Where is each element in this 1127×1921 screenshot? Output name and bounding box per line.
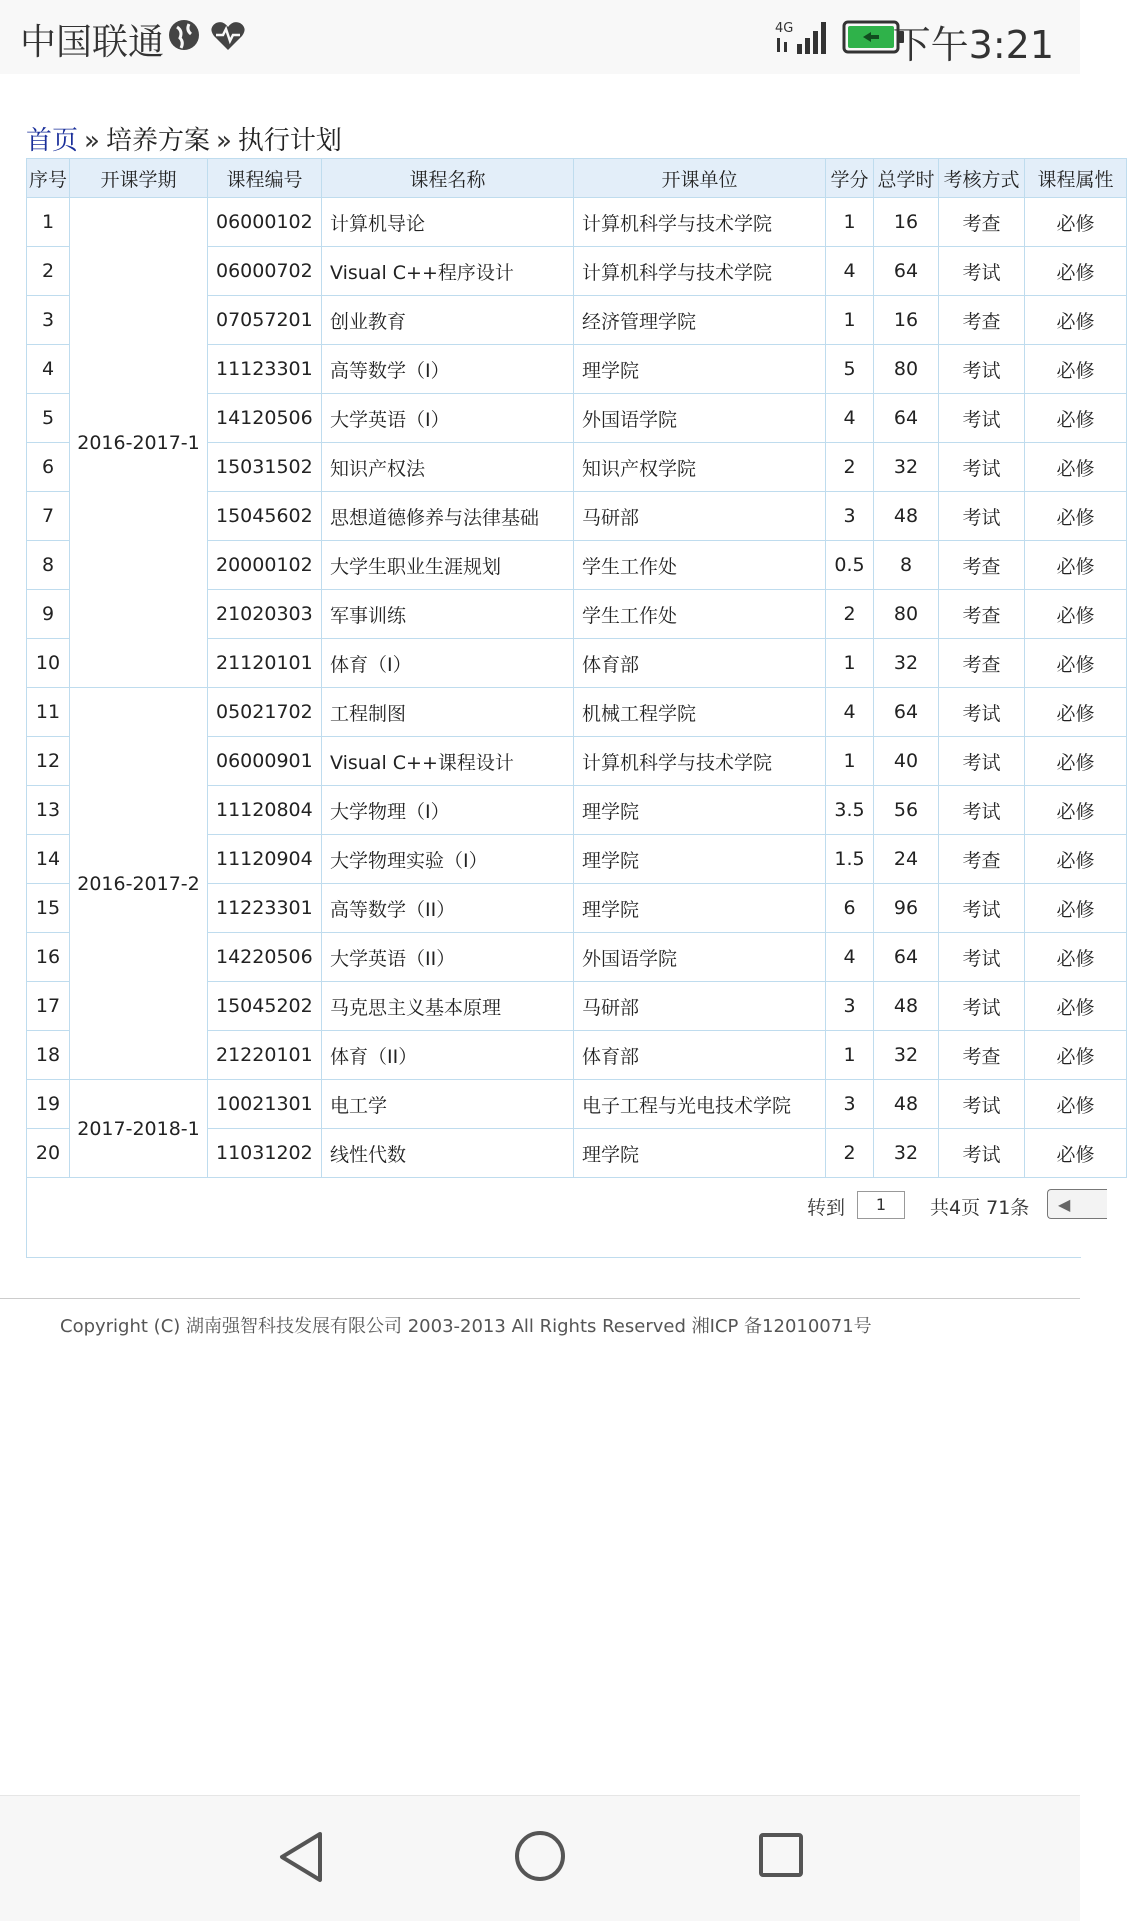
cell-index: 5 — [27, 394, 70, 443]
cell-department: 外国语学院 — [574, 933, 826, 982]
back-triangle-icon[interactable] — [276, 1830, 326, 1888]
cell-course-name: Visual C++课程设计 — [322, 737, 574, 786]
cell-index: 13 — [27, 786, 70, 835]
cell-course-type: 必修 — [1025, 1031, 1127, 1080]
cell-assessment: 考查 — [939, 296, 1025, 345]
network-type: 4G — [775, 21, 794, 36]
cell-course-name: Visual C++程序设计 — [322, 247, 574, 296]
cell-course-type: 必修 — [1025, 492, 1127, 541]
cell-course-code: 21120101 — [208, 639, 322, 688]
cell-course-type: 必修 — [1025, 835, 1127, 884]
cell-index: 9 — [27, 590, 70, 639]
cell-assessment: 考试 — [939, 737, 1025, 786]
cell-course-code: 21220101 — [208, 1031, 322, 1080]
cell-hours: 96 — [874, 884, 939, 933]
cell-credits: 6 — [826, 884, 874, 933]
cell-course-code: 15031502 — [208, 443, 322, 492]
status-bar — [0, 0, 1080, 74]
cell-credits: 1.5 — [826, 835, 874, 884]
cell-assessment: 考试 — [939, 345, 1025, 394]
breadcrumb-separator: » — [215, 126, 232, 156]
cell-hours: 16 — [874, 296, 939, 345]
cell-hours: 48 — [874, 492, 939, 541]
cell-assessment: 考查 — [939, 541, 1025, 590]
cell-index: 1 — [27, 198, 70, 247]
breadcrumb — [26, 120, 342, 157]
cell-index: 12 — [27, 737, 70, 786]
cell-course-type: 必修 — [1025, 884, 1127, 933]
chevron-left-icon: ◀ — [1058, 1195, 1071, 1214]
status-clock: 下午3:21 — [892, 23, 1054, 67]
cell-course-name: 大学英语（II） — [322, 933, 574, 982]
cell-department: 外国语学院 — [574, 394, 826, 443]
cell-hours: 80 — [874, 590, 939, 639]
cell-course-code: 11123301 — [208, 345, 322, 394]
cell-hours: 24 — [874, 835, 939, 884]
cell-index: 18 — [27, 1031, 70, 1080]
cell-course-type: 必修 — [1025, 541, 1127, 590]
cell-course-code: 15045202 — [208, 982, 322, 1031]
cell-course-name: 大学生职业生涯规划 — [322, 541, 574, 590]
cell-course-code: 11120904 — [208, 835, 322, 884]
cell-course-name: 工程制图 — [322, 688, 574, 737]
cell-department: 电子工程与光电技术学院 — [574, 1080, 826, 1129]
pager-total-count: 共4页 71条 — [930, 1197, 1030, 1219]
cell-course-code: 15045602 — [208, 492, 322, 541]
breadcrumb-current-page: 执行计划 — [237, 126, 342, 156]
signal-icon — [775, 18, 831, 60]
cell-credits: 1 — [826, 296, 874, 345]
cell-department: 经济管理学院 — [574, 296, 826, 345]
cell-course-type: 必修 — [1025, 296, 1127, 345]
cell-course-type: 必修 — [1025, 394, 1127, 443]
cell-assessment: 考试 — [939, 492, 1025, 541]
cell-credits: 2 — [826, 443, 874, 492]
cell-department: 理学院 — [574, 345, 826, 394]
cell-course-name: 大学物理实验（I） — [322, 835, 574, 884]
col-header-assessment: 考核方式 — [939, 159, 1025, 198]
cell-index: 10 — [27, 639, 70, 688]
cell-index: 11 — [27, 688, 70, 737]
cell-department: 理学院 — [574, 884, 826, 933]
page-number-input[interactable]: 1 — [857, 1191, 905, 1219]
cell-assessment: 考查 — [939, 639, 1025, 688]
cell-department: 理学院 — [574, 835, 826, 884]
cell-assessment: 考试 — [939, 884, 1025, 933]
col-header-course-code: 课程编号 — [208, 159, 322, 198]
home-circle-icon[interactable] — [514, 1830, 566, 1886]
footer-divider — [0, 1298, 1080, 1299]
cell-course-name: 大学物理（I） — [322, 786, 574, 835]
cell-assessment: 考试 — [939, 786, 1025, 835]
cell-course-type: 必修 — [1025, 639, 1127, 688]
cell-index: 4 — [27, 345, 70, 394]
cell-course-type: 必修 — [1025, 737, 1127, 786]
cell-department: 知识产权学院 — [574, 443, 826, 492]
cell-course-code: 21020303 — [208, 590, 322, 639]
cell-hours: 64 — [874, 933, 939, 982]
cell-course-type: 必修 — [1025, 443, 1127, 492]
pager — [26, 1175, 1081, 1258]
cell-department: 计算机科学与技术学院 — [574, 198, 826, 247]
cell-credits: 3.5 — [826, 786, 874, 835]
cell-course-code: 06000102 — [208, 198, 322, 247]
cell-course-code: 07057201 — [208, 296, 322, 345]
cell-assessment: 考试 — [939, 247, 1025, 296]
cell-course-name: 创业教育 — [322, 296, 574, 345]
cell-course-code: 11223301 — [208, 884, 322, 933]
cell-assessment: 考查 — [939, 198, 1025, 247]
cell-course-code: 05021702 — [208, 688, 322, 737]
cell-hours: 56 — [874, 786, 939, 835]
col-header-course-type: 课程属性 — [1025, 159, 1127, 198]
cell-assessment: 考试 — [939, 933, 1025, 982]
cell-course-type: 必修 — [1025, 786, 1127, 835]
cell-hours: 64 — [874, 394, 939, 443]
cell-course-type: 必修 — [1025, 345, 1127, 394]
globe-icon — [167, 18, 201, 56]
cell-hours: 48 — [874, 982, 939, 1031]
cell-index: 15 — [27, 884, 70, 933]
cell-course-name: 大学英语（I） — [322, 394, 574, 443]
cell-semester: 2016-2017-1 — [70, 198, 208, 688]
cell-department: 机械工程学院 — [574, 688, 826, 737]
cell-course-type: 必修 — [1025, 198, 1127, 247]
cell-assessment: 考查 — [939, 835, 1025, 884]
cell-course-type: 必修 — [1025, 982, 1127, 1031]
cell-course-name: 思想道德修养与法律基础 — [322, 492, 574, 541]
table-row[interactable] — [27, 688, 1127, 737]
col-header-semester: 开课学期 — [70, 159, 208, 198]
cell-semester: 2017-2018-1 — [70, 1080, 208, 1178]
cell-course-type: 必修 — [1025, 247, 1127, 296]
cell-course-code: 06000901 — [208, 737, 322, 786]
cell-credits: 4 — [826, 247, 874, 296]
cell-hours: 80 — [874, 345, 939, 394]
cell-index: 19 — [27, 1080, 70, 1129]
breadcrumb-home-link[interactable]: 首页 — [26, 126, 79, 156]
table-header-row — [27, 159, 1127, 198]
cell-course-type: 必修 — [1025, 590, 1127, 639]
table-body — [27, 198, 1127, 1178]
cell-assessment: 考试 — [939, 394, 1025, 443]
cell-hours: 32 — [874, 1129, 939, 1178]
prev-page-button[interactable] — [1047, 1189, 1107, 1219]
cell-course-type: 必修 — [1025, 933, 1127, 982]
cell-course-name: 线性代数 — [322, 1129, 574, 1178]
cell-hours: 48 — [874, 1080, 939, 1129]
cell-course-name: 知识产权法 — [322, 443, 574, 492]
heart-pulse-icon — [210, 20, 246, 56]
cell-credits: 5 — [826, 345, 874, 394]
cell-credits: 3 — [826, 492, 874, 541]
cell-course-code: 14120506 — [208, 394, 322, 443]
cell-hours: 64 — [874, 247, 939, 296]
cell-course-type: 必修 — [1025, 688, 1127, 737]
cell-assessment: 考试 — [939, 1129, 1025, 1178]
cell-assessment: 考试 — [939, 443, 1025, 492]
cell-course-code: 10021301 — [208, 1080, 322, 1129]
cell-hours: 40 — [874, 737, 939, 786]
cell-assessment: 考试 — [939, 688, 1025, 737]
cell-assessment: 考试 — [939, 982, 1025, 1031]
cell-department: 马研部 — [574, 492, 826, 541]
plan-table — [26, 158, 1127, 1178]
cell-department: 理学院 — [574, 1129, 826, 1178]
cell-assessment: 考试 — [939, 1080, 1025, 1129]
breadcrumb-training-plan[interactable]: 培养方案 — [105, 126, 210, 156]
cell-index: 16 — [27, 933, 70, 982]
cell-credits: 2 — [826, 590, 874, 639]
cell-index: 7 — [27, 492, 70, 541]
cell-course-name: 高等数学（I） — [322, 345, 574, 394]
col-header-hours: 总学时 — [874, 159, 939, 198]
cell-department: 理学院 — [574, 786, 826, 835]
cell-course-name: 计算机导论 — [322, 198, 574, 247]
plan-table-container[interactable] — [26, 158, 1114, 1178]
cell-credits: 1 — [826, 1031, 874, 1080]
cell-index: 3 — [27, 296, 70, 345]
cell-course-code: 11120804 — [208, 786, 322, 835]
pager-jump-label: 转到 — [807, 1197, 846, 1219]
cell-index: 8 — [27, 541, 70, 590]
cell-course-name: 高等数学（II） — [322, 884, 574, 933]
cell-credits: 3 — [826, 1080, 874, 1129]
cell-department: 体育部 — [574, 639, 826, 688]
cell-credits: 1 — [826, 737, 874, 786]
col-header-index: 序号 — [27, 159, 70, 198]
table-row[interactable] — [27, 198, 1127, 247]
cell-credits: 2 — [826, 1129, 874, 1178]
cell-credits: 0.5 — [826, 541, 874, 590]
cell-department: 计算机科学与技术学院 — [574, 737, 826, 786]
table-row[interactable] — [27, 1080, 1127, 1129]
cell-course-code: 11031202 — [208, 1129, 322, 1178]
cell-course-name: 体育（II） — [322, 1031, 574, 1080]
cell-index: 17 — [27, 982, 70, 1031]
system-nav-bar — [0, 1795, 1080, 1921]
cell-course-name: 电工学 — [322, 1080, 574, 1129]
col-header-department: 开课单位 — [574, 159, 826, 198]
cell-course-name: 体育（I） — [322, 639, 574, 688]
cell-department: 体育部 — [574, 1031, 826, 1080]
cell-semester: 2016-2017-2 — [70, 688, 208, 1080]
cell-credits: 4 — [826, 688, 874, 737]
cell-credits: 1 — [826, 639, 874, 688]
cell-assessment: 考查 — [939, 1031, 1025, 1080]
cell-department: 学生工作处 — [574, 590, 826, 639]
cell-department: 学生工作处 — [574, 541, 826, 590]
copyright-text: Copyright (C) 湖南强智科技发展有限公司 2003-2013 All Rights Reserved 湘ICP 备12010071号 — [60, 1316, 872, 1337]
cell-index: 6 — [27, 443, 70, 492]
col-header-credits: 学分 — [826, 159, 874, 198]
cell-assessment: 考查 — [939, 590, 1025, 639]
cell-credits: 1 — [826, 198, 874, 247]
cell-index: 14 — [27, 835, 70, 884]
col-header-course-name: 课程名称 — [322, 159, 574, 198]
cell-department: 马研部 — [574, 982, 826, 1031]
cell-course-code: 06000702 — [208, 247, 322, 296]
cell-hours: 64 — [874, 688, 939, 737]
cell-department: 计算机科学与技术学院 — [574, 247, 826, 296]
cell-course-code: 14220506 — [208, 933, 322, 982]
cell-hours: 8 — [874, 541, 939, 590]
cell-index: 20 — [27, 1129, 70, 1178]
carrier-name: 中国联通 — [20, 22, 165, 63]
cell-hours: 16 — [874, 198, 939, 247]
cell-credits: 4 — [826, 933, 874, 982]
cell-index: 2 — [27, 247, 70, 296]
cell-course-type: 必修 — [1025, 1129, 1127, 1178]
cell-course-name: 马克思主义基本原理 — [322, 982, 574, 1031]
breadcrumb-separator: » — [84, 126, 100, 156]
cell-course-type: 必修 — [1025, 1080, 1127, 1129]
recents-square-icon[interactable] — [758, 1832, 804, 1882]
cell-course-code: 20000102 — [208, 541, 322, 590]
cell-hours: 32 — [874, 639, 939, 688]
cell-credits: 3 — [826, 982, 874, 1031]
cell-hours: 32 — [874, 443, 939, 492]
cell-hours: 32 — [874, 1031, 939, 1080]
cell-credits: 4 — [826, 394, 874, 443]
cell-course-name: 军事训练 — [322, 590, 574, 639]
